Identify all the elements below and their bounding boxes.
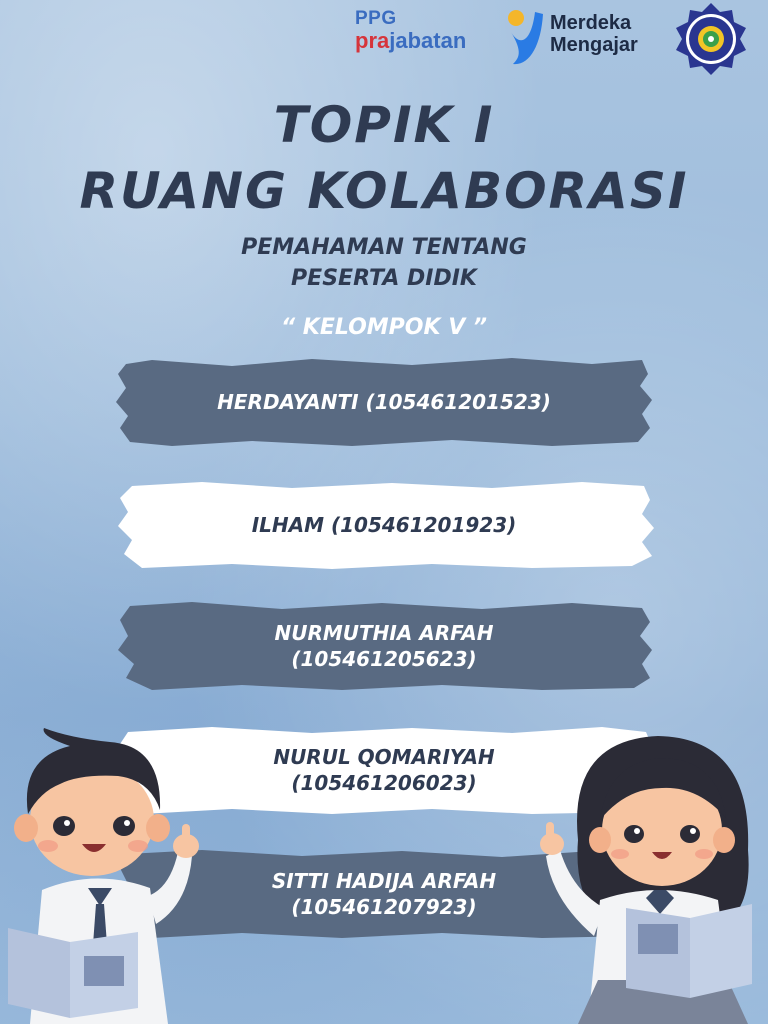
member-name: NURUL QOMARIYAH (105461206023) xyxy=(273,745,495,795)
subtitle xyxy=(0,232,768,294)
page-title-line2: RUANG KOLABORASI xyxy=(79,162,689,220)
member-name: ILHAM (105461201923) xyxy=(251,513,517,537)
member-name: HERDAYANTI (105461201523) xyxy=(217,390,551,414)
subtitle-line1: PEMAHAMAN TENTANG xyxy=(241,235,527,260)
merdeka-line: Merdeka xyxy=(550,12,632,34)
merdeka-mengajar-logo-icon xyxy=(505,6,545,68)
ppg-logo-jabatan: jabatan xyxy=(389,28,467,53)
university-seal-icon xyxy=(674,2,748,76)
girl-student-illustration-icon xyxy=(538,730,768,1024)
member-band-2 xyxy=(112,480,656,570)
mengajar-line: Mengajar xyxy=(550,34,638,56)
page-title-line1: TOPIK I xyxy=(273,96,495,154)
ppg-prajabatan-logo xyxy=(355,8,466,54)
ppg-logo-pra: pra xyxy=(355,28,390,53)
merdeka-mengajar-wordmark xyxy=(550,12,638,56)
subtitle-line2: PESERTA DIDIK xyxy=(291,266,477,291)
member-name: SITTI HADIJA ARFAH (105461207923) xyxy=(271,869,497,919)
member-band-3 xyxy=(112,600,656,692)
ppg-logo-bottom xyxy=(355,28,466,54)
group-label: “ KELOMPOK V ” xyxy=(280,315,488,340)
ppg-logo-top: PPG xyxy=(355,8,397,29)
member-band-1 xyxy=(112,356,656,448)
boy-student-illustration-icon xyxy=(0,728,215,1024)
member-name: NURMUTHIA ARFAH (105461205623) xyxy=(274,621,494,671)
